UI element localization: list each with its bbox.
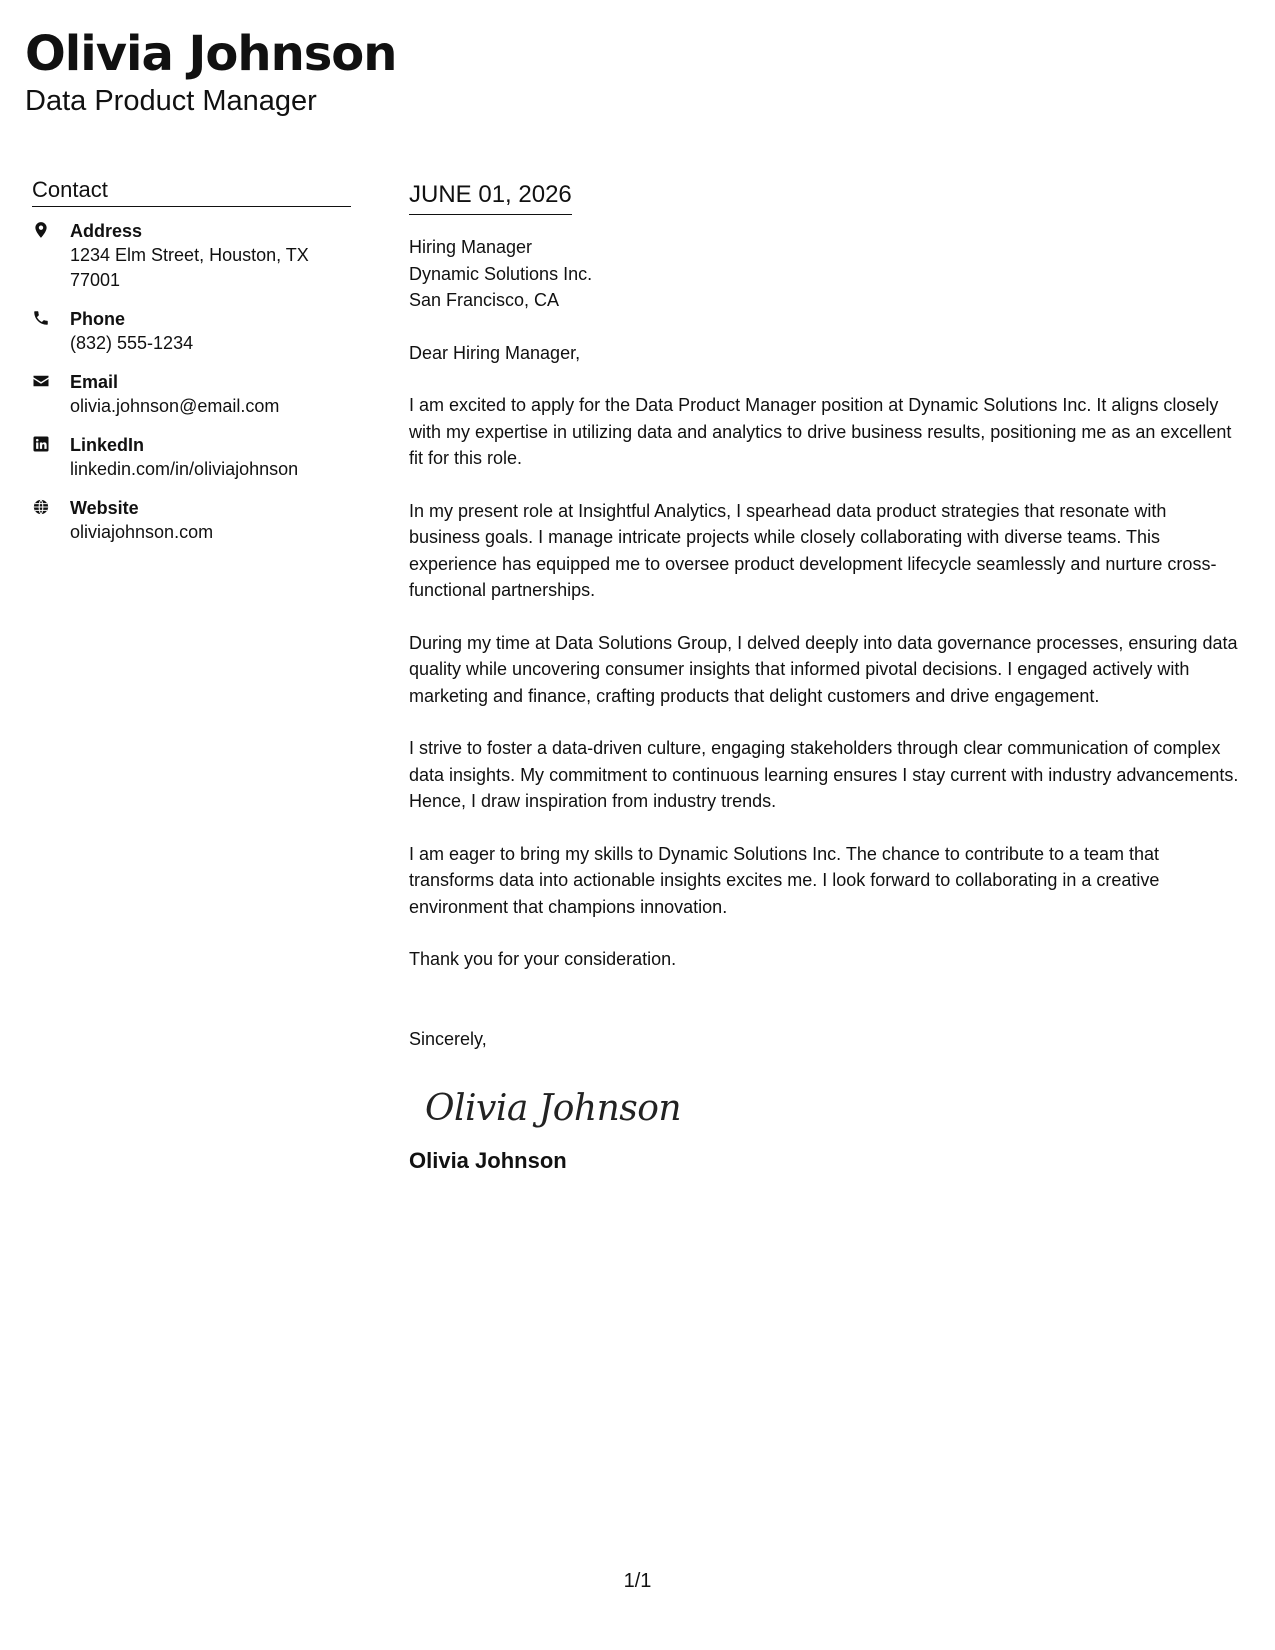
envelope-icon — [32, 370, 70, 419]
recipient-block — [409, 234, 1239, 314]
resume-header — [25, 24, 396, 118]
contact-label: Address — [70, 221, 143, 241]
phone-icon — [32, 307, 70, 356]
job-title: Data Product Manager — [25, 85, 317, 117]
letter-paragraph: Thank you for your consideration. — [409, 949, 677, 969]
contact-item-linkedin — [32, 433, 351, 482]
contact-sidebar — [32, 176, 351, 559]
linkedin-icon — [32, 433, 70, 482]
signer-name: Olivia Johnson — [409, 1148, 567, 1173]
letter-body — [409, 178, 1239, 1176]
recipient-title: Hiring Manager — [409, 237, 533, 257]
contact-label: Phone — [70, 309, 126, 329]
letter-paragraph: I strive to foster a data-driven culture, engaging stakeholders through clear communication of complex data insights. My commitment to continuous learning ensures I stay current with industry advancements. Hence, I draw inspiration from industry trends. — [409, 738, 1239, 811]
website-value[interactable]: oliviajohnson.com — [70, 522, 214, 542]
letter-paragraph: During my time at Data Solutions Group, I delved deeply into data governance processes, ensuring data quality while uncovering consumer insights that informed pivotal decisions. I engaged actively with marketing and finance, crafting products that delight customers and drive engagement. — [409, 632, 1238, 706]
phone-value: (832) 555-1234 — [70, 333, 194, 353]
page-number: 1/1 — [623, 1570, 652, 1592]
letter-paragraph: I am excited to apply for the Data Product Manager position at Dynamic Solutions Inc. It aligns closely with my expertise in utilizing data and analytics to drive business results, positioning me as an excellent fit for this role. — [409, 395, 1232, 468]
linkedin-value[interactable]: linkedin.com/in/oliviajohnson — [70, 459, 299, 479]
contact-label: LinkedIn — [70, 435, 145, 455]
contact-label: Website — [70, 498, 139, 518]
contact-label: Email — [70, 372, 119, 392]
contact-heading: Contact — [32, 176, 351, 207]
email-value[interactable]: olivia.johnson@email.com — [70, 396, 280, 416]
handwritten-signature: Olivia Johnson — [425, 1088, 682, 1129]
contact-item-email — [32, 370, 351, 419]
contact-item-website — [32, 496, 351, 545]
closing: Sincerely, — [409, 1028, 487, 1049]
recipient-location: San Francisco, CA — [409, 290, 560, 310]
letter-paragraph: In my present role at Insightful Analytics, I spearhead data product strategies that resonate with business goals. I manage intricate projects while closely collaborating with diverse teams. This experience has equipped me to oversee product development lifecycle seamlessly and nurture cross-functional partnerships. — [409, 500, 1217, 600]
contact-item-address — [32, 219, 351, 293]
applicant-name: Olivia Johnson — [25, 26, 397, 82]
letter-paragraph: I am eager to bring my skills to Dynamic Solutions Inc. The chance to contribute to a team that transforms data into actionable insights excites me. I look forward to collaborating in a creative environment that champions innovation. — [409, 843, 1160, 917]
recipient-company: Dynamic Solutions Inc. — [409, 263, 593, 284]
salutation: Dear Hiring Manager, — [409, 342, 581, 363]
contact-item-phone — [32, 307, 351, 356]
globe-icon — [32, 496, 70, 545]
map-pin-icon — [32, 219, 70, 293]
letter-date: JUNE 01, 2026 — [409, 178, 572, 215]
address-value: 1234 Elm Street, Houston, TX 77001 — [70, 245, 309, 290]
